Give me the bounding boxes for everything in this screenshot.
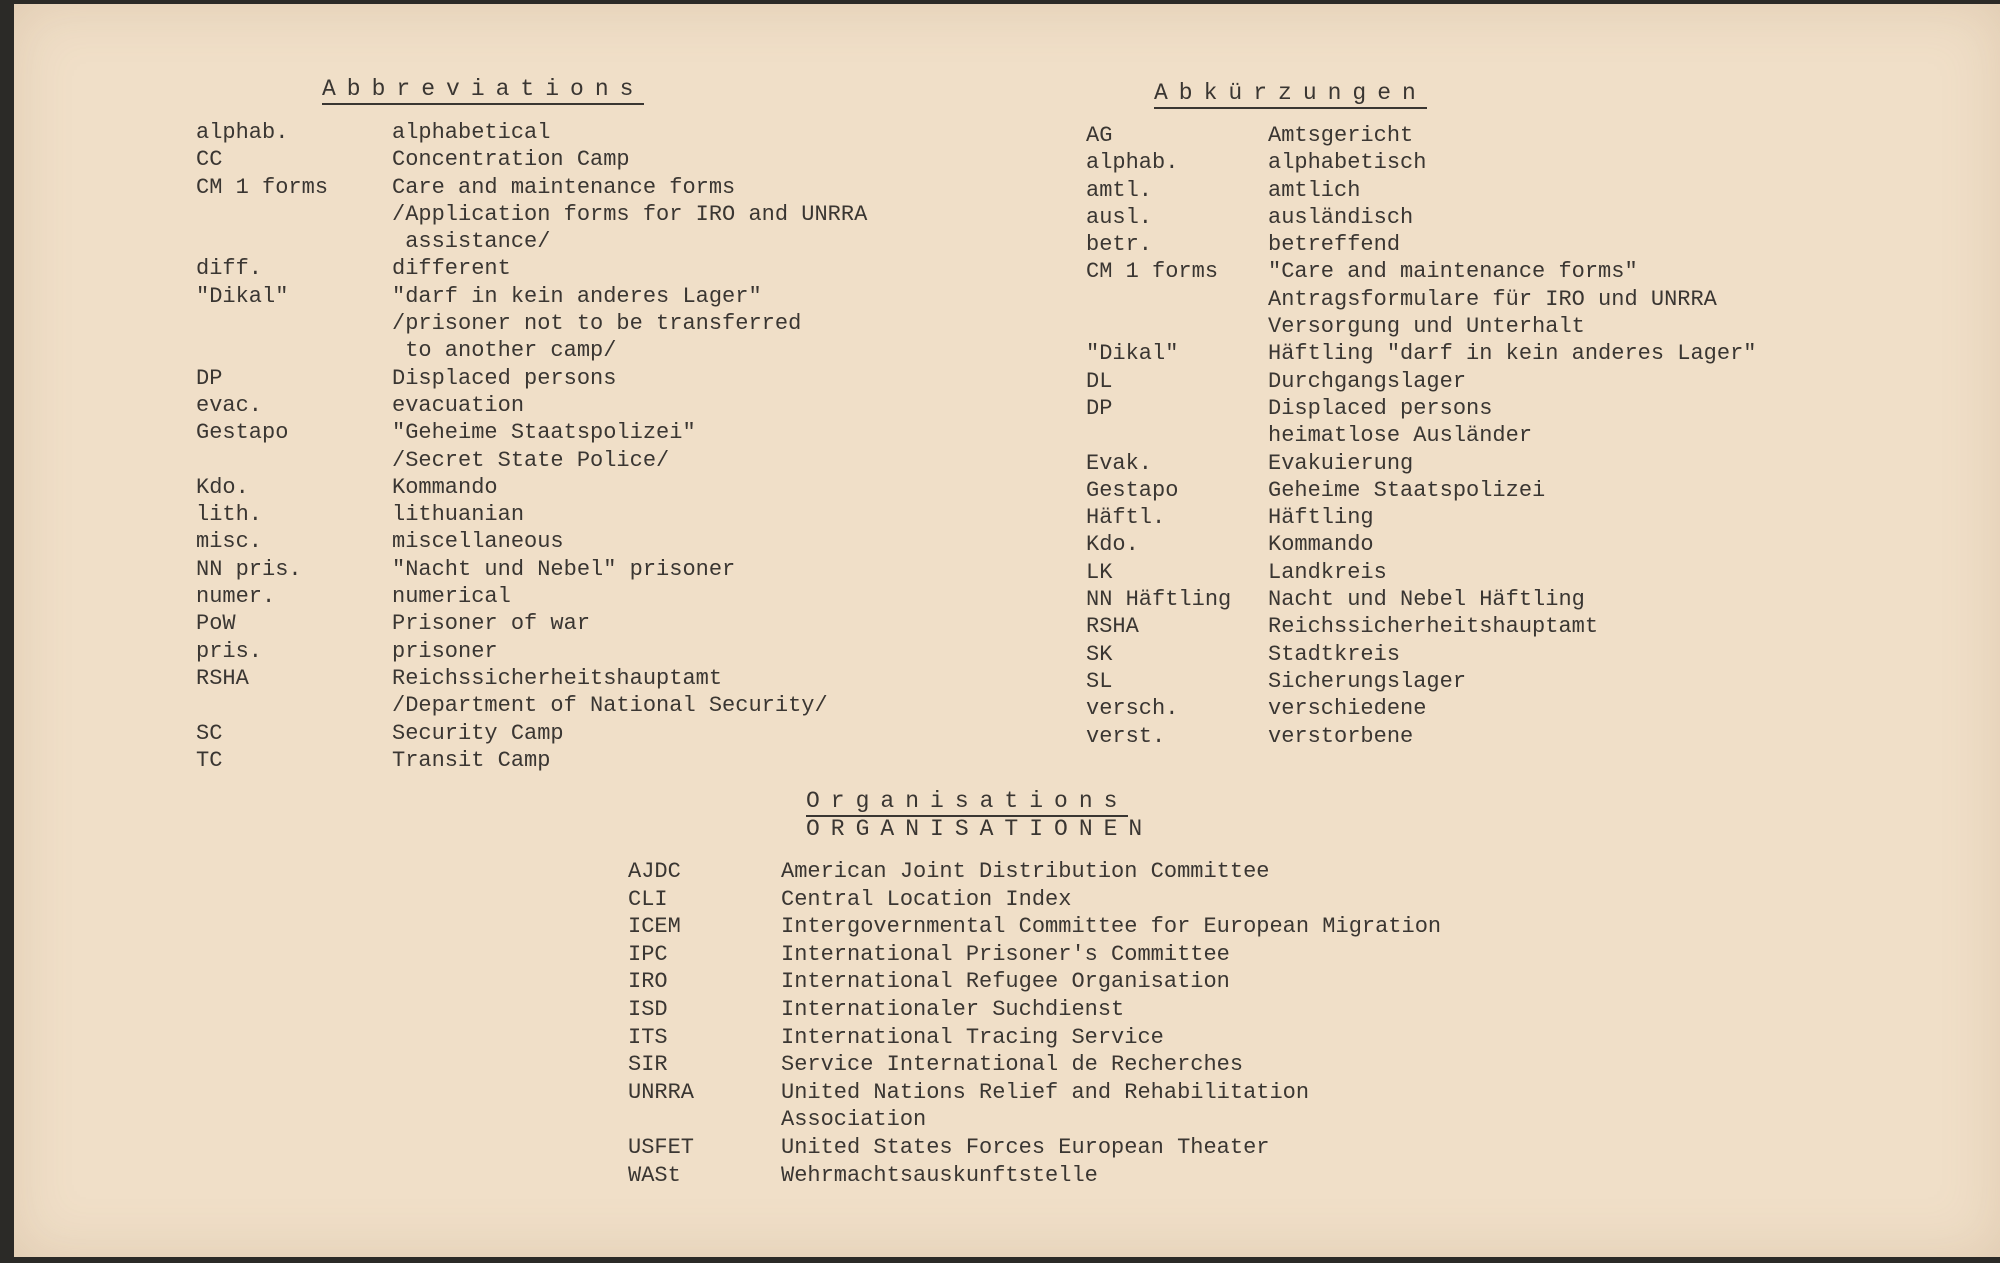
abbreviation-definition: Häftling "darf in kein anderes Lager" — [1268, 341, 1757, 367]
glossary-row — [628, 913, 1441, 941]
abbreviation-definition: /Secret State Police/ — [392, 447, 670, 473]
abbreviation-definition: /Application forms for IRO and UNRRA — [392, 201, 868, 227]
abbreviation-definition: United States Forces European Theater — [781, 1134, 1270, 1160]
abbreviation-term: SC — [196, 720, 223, 746]
abbreviation-definition: /Department of National Security/ — [392, 693, 828, 719]
abbreviation-term: ausl. — [1086, 204, 1153, 230]
abbreviation-term: DL — [1086, 368, 1113, 394]
glossary-row — [196, 556, 867, 583]
glossary-row — [196, 528, 867, 555]
abbreviation-term: betr. — [1086, 232, 1153, 258]
abbreviation-term: DP — [1086, 395, 1113, 421]
glossary-row — [1086, 450, 1756, 477]
glossary-row — [196, 665, 867, 692]
abbreviation-term: "Dikal" — [1086, 341, 1179, 367]
abbreviation-definition: verstorbene — [1268, 723, 1414, 749]
abbreviation-term: ITS — [628, 1024, 668, 1050]
abbreviation-definition: alphabetical — [392, 120, 551, 145]
glossary-row — [196, 720, 867, 747]
abbreviation-term: alphab. — [196, 120, 289, 145]
abbreviation-definition: Sicherungslager — [1268, 668, 1467, 694]
abbreviation-term: Evak. — [1086, 450, 1153, 476]
abbreviation-definition: Landkreis — [1268, 559, 1387, 585]
abbreviation-definition: Wehrmachtsauskunftstelle — [781, 1162, 1098, 1188]
abbreviation-spacer — [628, 1106, 781, 1134]
glossary-row — [1086, 422, 1756, 449]
glossary-row — [196, 447, 867, 474]
glossary-row — [1086, 313, 1756, 340]
abbreviation-definition: International Refugee Organisation — [781, 969, 1230, 995]
organisations-list — [628, 858, 1441, 1189]
abbreviation-term: ICEM — [628, 914, 681, 940]
glossary-row — [196, 310, 867, 337]
abbreviation-definition: "Geheime Staatspolizei" — [392, 420, 696, 446]
abbreviation-definition: Geheime Staatspolizei — [1268, 477, 1546, 503]
glossary-row — [1086, 149, 1756, 176]
glossary-row — [1086, 559, 1756, 586]
abbreviation-definition: amtlich — [1268, 177, 1361, 203]
abbreviation-term: Gestapo — [1086, 477, 1179, 503]
abbreviation-term: Gestapo — [196, 420, 289, 446]
abbreviation-definition: "Nacht und Nebel" prisoner — [392, 556, 736, 582]
glossary-row — [628, 886, 1441, 914]
abbreviation-spacer — [1086, 422, 1268, 449]
abbreviation-spacer — [1086, 286, 1268, 313]
abbreviation-spacer — [196, 201, 392, 228]
abbreviation-definition: Reichssicherheitshauptamt — [1268, 614, 1599, 640]
glossary-row — [1086, 613, 1756, 640]
abbreviation-term: SL — [1086, 668, 1113, 694]
glossary-row — [196, 174, 867, 201]
abbreviation-spacer — [196, 310, 392, 337]
glossary-row — [196, 692, 867, 719]
abbreviation-term: verst. — [1086, 723, 1166, 749]
glossary-row — [628, 941, 1441, 969]
abbreviations-heading: Abbreviations — [322, 76, 644, 105]
abbreviation-definition: alphabetisch — [1268, 150, 1427, 176]
glossary-row — [628, 1051, 1441, 1079]
abbreviation-term: UNRRA — [628, 1079, 695, 1105]
abbreviation-term: amtl. — [1086, 177, 1153, 203]
abbreviation-term: CM 1 forms — [1086, 259, 1219, 285]
glossary-row — [628, 1079, 1441, 1107]
abbreviation-definition: assistance/ — [392, 229, 551, 255]
abbreviations-list — [196, 119, 867, 774]
abbreviation-definition: miscellaneous — [392, 529, 564, 555]
glossary-row — [1086, 531, 1756, 558]
abbreviation-definition: to another camp/ — [392, 338, 617, 364]
abbreviation-term: pris. — [196, 638, 263, 664]
abbreviation-definition: Kommando — [1268, 532, 1374, 558]
glossary-row — [1086, 231, 1756, 258]
abbreviation-term: ISD — [628, 996, 668, 1022]
abbreviation-definition: prisoner — [392, 638, 498, 664]
abbreviation-term: CM 1 forms — [196, 174, 329, 200]
glossary-row — [1086, 368, 1756, 395]
abbreviation-definition: heimatlose Ausländer — [1268, 423, 1533, 449]
abbreviation-definition: betreffend — [1268, 232, 1401, 258]
glossary-row — [628, 996, 1441, 1024]
abbreviation-term: RSHA — [1086, 614, 1139, 640]
abbreviation-term: CC — [196, 147, 223, 173]
glossary-row — [1086, 723, 1756, 750]
abbreviation-term: misc. — [196, 529, 263, 555]
abbreviation-definition: verschiedene — [1268, 696, 1427, 722]
document-page — [14, 4, 2000, 1257]
glossary-row — [628, 1134, 1441, 1162]
glossary-row — [196, 419, 867, 446]
glossary-row — [1086, 395, 1756, 422]
abbreviation-term: WASt — [628, 1162, 681, 1188]
abbreviation-term: "Dikal" — [196, 283, 289, 309]
glossary-row — [196, 337, 867, 364]
abbreviation-term: alphab. — [1086, 150, 1179, 176]
glossary-row — [1086, 695, 1756, 722]
abbreviation-term: SK — [1086, 641, 1113, 667]
glossary-row — [196, 392, 867, 419]
abbreviation-term: AG — [1086, 123, 1113, 148]
glossary-row — [1086, 177, 1756, 204]
abbreviation-term: diff. — [196, 256, 263, 282]
abbreviation-definition: International Prisoner's Committee — [781, 941, 1230, 967]
abbreviation-term: TC — [196, 747, 223, 773]
abbreviation-term: Häftl. — [1086, 505, 1166, 531]
glossary-row — [196, 365, 867, 392]
abbreviation-term: numer. — [196, 584, 276, 610]
abbreviation-term: lith. — [196, 502, 263, 528]
glossary-row — [628, 968, 1441, 996]
abbreviation-spacer — [196, 692, 392, 719]
glossary-row — [628, 1024, 1441, 1052]
abbreviation-term: DP — [196, 365, 223, 391]
abbreviation-definition: /prisoner not to be transferred — [392, 311, 802, 337]
glossary-row — [1086, 258, 1756, 285]
abbreviation-definition: numerical — [392, 584, 511, 610]
abbreviation-definition: Evakuierung — [1268, 450, 1414, 476]
abbreviation-term: USFET — [628, 1134, 695, 1160]
glossary-row — [628, 1106, 1441, 1134]
abbreviation-definition: different — [392, 256, 511, 282]
glossary-row — [196, 283, 867, 310]
abbreviation-term: LK — [1086, 559, 1113, 585]
abbreviation-term: SIR — [628, 1052, 668, 1078]
glossary-row — [1086, 668, 1756, 695]
abbreviation-definition: Displaced persons — [392, 365, 617, 391]
organisationen-subheading: ORGANISATIONEN — [806, 816, 1154, 842]
abbreviation-definition: American Joint Distribution Committee — [781, 859, 1270, 884]
abbreviation-definition: Antragsformulare für IRO und UNRRA — [1268, 286, 1717, 312]
abbreviation-definition: Versorgung und Unterhalt — [1268, 314, 1585, 340]
abkuerzungen-list — [1086, 122, 1756, 750]
abbreviation-definition: Internationaler Suchdienst — [781, 996, 1125, 1022]
abbreviation-definition: Durchgangslager — [1268, 368, 1467, 394]
glossary-row — [196, 638, 867, 665]
abbreviation-term: AJDC — [628, 859, 681, 884]
abbreviation-definition: Transit Camp — [392, 747, 551, 773]
abbreviation-definition: lithuanian — [392, 502, 525, 528]
abbreviation-definition: Security Camp — [392, 720, 564, 746]
abbreviation-term: versch. — [1086, 696, 1179, 722]
glossary-row — [1086, 204, 1756, 231]
abbreviation-definition: Nacht und Nebel Häftling — [1268, 587, 1585, 613]
abbreviation-definition: "darf in kein anderes Lager" — [392, 283, 762, 309]
glossary-row — [1086, 504, 1756, 531]
abbreviation-term: RSHA — [196, 665, 249, 691]
abbreviation-definition: United Nations Relief and Rehabilitation — [781, 1079, 1310, 1105]
abbreviation-spacer — [196, 228, 392, 255]
abbreviation-term: IRO — [628, 969, 668, 995]
glossary-row — [1086, 477, 1756, 504]
glossary-row — [196, 201, 867, 228]
glossary-row — [196, 119, 867, 146]
abbreviation-definition: Care and maintenance forms — [392, 174, 736, 200]
abbreviation-definition: Association — [781, 1107, 927, 1133]
abbreviation-definition: Displaced persons — [1268, 395, 1493, 421]
abbreviation-definition: ausländisch — [1268, 204, 1414, 230]
glossary-row — [1086, 641, 1756, 668]
abbreviation-term: NN Häftling — [1086, 587, 1232, 613]
abbreviation-definition: Amtsgericht — [1268, 123, 1414, 148]
glossary-row — [196, 501, 867, 528]
abbreviation-definition: Intergovernmental Committee for European Migration — [781, 914, 1442, 940]
glossary-row — [196, 146, 867, 173]
abbreviation-term: IPC — [628, 941, 668, 967]
glossary-row — [196, 474, 867, 501]
abbreviation-definition: Kommando — [392, 474, 498, 500]
organisations-heading: Organisations — [806, 788, 1128, 817]
glossary-row — [628, 1162, 1441, 1190]
abbreviation-spacer — [1086, 313, 1268, 340]
abbreviation-term: PoW — [196, 611, 236, 637]
glossary-row — [196, 228, 867, 255]
glossary-row — [196, 747, 867, 774]
abbreviation-definition: "Care and maintenance forms" — [1268, 259, 1638, 285]
abbreviation-spacer — [196, 337, 392, 364]
abbreviation-definition: Stadtkreis — [1268, 641, 1401, 667]
abkuerzungen-heading: Abkürzungen — [1154, 80, 1427, 109]
abbreviation-definition: Häftling — [1268, 505, 1374, 531]
abbreviation-term: NN pris. — [196, 556, 302, 582]
abbreviation-term: Kdo. — [196, 474, 249, 500]
abbreviation-definition: Reichssicherheitshauptamt — [392, 665, 723, 691]
abbreviation-definition: International Tracing Service — [781, 1024, 1164, 1050]
glossary-row — [1086, 586, 1756, 613]
abbreviation-term: Kdo. — [1086, 532, 1139, 558]
glossary-row — [196, 610, 867, 637]
glossary-row — [1086, 122, 1756, 149]
abbreviation-definition: Prisoner of war — [392, 611, 591, 637]
glossary-row — [196, 255, 867, 282]
abbreviation-spacer — [196, 447, 392, 474]
abbreviation-definition: evacuation — [392, 392, 525, 418]
abbreviation-definition: Service International de Recherches — [781, 1052, 1244, 1078]
glossary-row — [196, 583, 867, 610]
abbreviation-definition: Central Location Index — [781, 886, 1072, 912]
abbreviation-definition: Concentration Camp — [392, 147, 630, 173]
abbreviation-term: CLI — [628, 886, 668, 912]
abbreviation-term: evac. — [196, 392, 263, 418]
glossary-row — [628, 858, 1441, 886]
glossary-row — [1086, 286, 1756, 313]
glossary-row — [1086, 340, 1756, 367]
